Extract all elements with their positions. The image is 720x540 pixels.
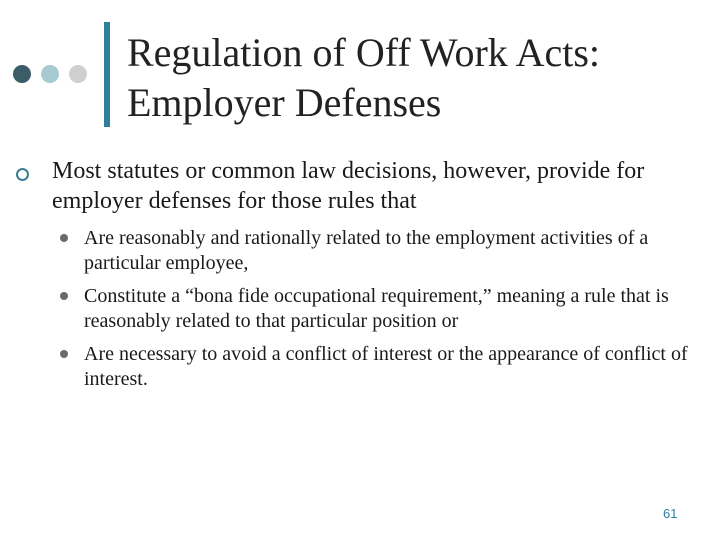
main-point-text: Most statutes or common law decisions, however, provide for employer defenses for those rules that xyxy=(52,158,645,214)
sub-point-text: Constitute a “bona fide occupational requirement,” meaning a rule that is reasonably related to that particular position or xyxy=(84,285,669,332)
slide-title xyxy=(127,28,707,128)
list-item xyxy=(60,284,700,334)
list-item xyxy=(60,226,700,276)
dot-gray-icon xyxy=(69,65,87,83)
dot-bullet-icon xyxy=(60,350,68,358)
title-line-2: Employer Defenses xyxy=(127,80,442,125)
dot-dark-icon xyxy=(13,65,31,83)
sub-point-text: Are necessary to avoid a conflict of interest or the appearance of conflict of interest. xyxy=(84,343,688,390)
decorative-dots xyxy=(13,65,97,85)
dot-bullet-icon xyxy=(60,234,68,242)
title-accent-bar xyxy=(104,22,110,127)
list-item xyxy=(60,342,700,392)
sub-point-list xyxy=(60,226,700,400)
dot-light-icon xyxy=(41,65,59,83)
sub-point-text: Are reasonably and rationally related to the employment activities of a particular employee, xyxy=(84,227,649,274)
dot-bullet-icon xyxy=(60,292,68,300)
page-number: 61 xyxy=(663,506,678,521)
ring-bullet-icon xyxy=(16,168,30,182)
title-line-1: Regulation of Off Work Acts: xyxy=(127,30,601,75)
